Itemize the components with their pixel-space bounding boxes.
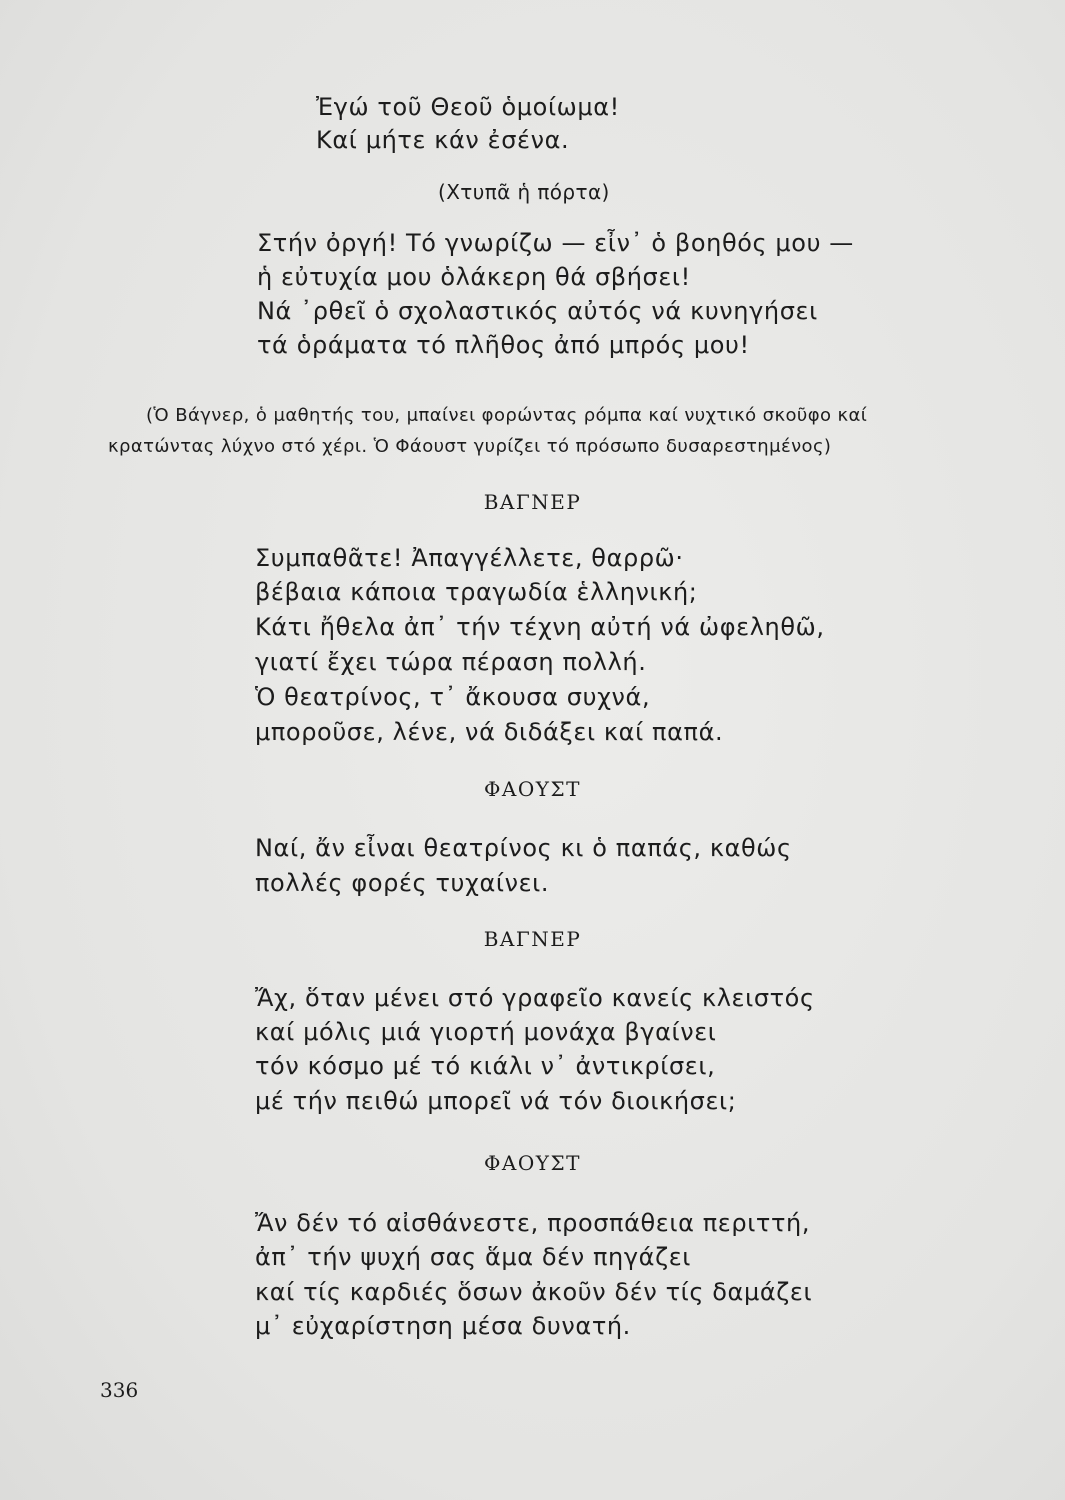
verse-line: Ἄν δέν τό αἰσθάνεστε, προσπάθεια περιττή,: [255, 1209, 811, 1237]
verse-line: βέβαια κάποια τραγωδία ἑλληνική;: [255, 578, 698, 606]
verse-line: γιατί ἔχει τώρα πέραση πολλή.: [255, 648, 647, 676]
verse-line: Ἐγώ τοῦ Θεοῦ ὁμοίωμα!: [316, 93, 620, 121]
speaker-name: ΒΑΓΝΕΡ: [483, 927, 582, 951]
verse-line: Ναί, ἄν εἶναι θεατρίνος κι ὁ παπάς, καθώς: [255, 834, 792, 862]
verse-line: μέ τήν πειθώ μπορεῖ νά τόν διοικήσει;: [255, 1087, 737, 1115]
verse-line: πολλές φορές τυχαίνει.: [255, 869, 550, 897]
verse-line: τόν κόσμο μέ τό κιάλι ν᾽ ἀντικρίσει,: [255, 1052, 716, 1080]
verse-line: Συμπαθᾶτε! Ἀπαγγέλλετε, θαρρῶ·: [255, 544, 684, 572]
speaker-name: ΒΑΓΝΕΡ: [483, 490, 582, 514]
speaker-name: ΦΑΟΥΣΤ: [484, 777, 581, 801]
stage-direction: (Χτυπᾶ ἡ πόρτα): [438, 180, 610, 204]
verse-line: τά ὁράματα τό πλῆθος ἀπό μπρός μου!: [257, 331, 750, 359]
verse-line: Κάτι ἤθελα ἀπ᾽ τήν τέχνη αὐτή νά ὠφεληθῶ,: [255, 613, 825, 641]
page-number: 336: [100, 1378, 139, 1402]
speaker-name: ΦΑΟΥΣΤ: [484, 1151, 581, 1175]
stage-direction: κρατώντας λύχνο στό χέρι. Ὁ Φάουστ γυρίζει τό πρόσωπο δυσαρεστημένος): [108, 436, 832, 457]
verse-line: μποροῦσε, λένε, νά διδάξει καί παπά.: [255, 718, 724, 746]
stage-direction: (Ὁ Βάγνερ, ὁ μαθητής του, μπαίνει φορώντας ρόμπα καί νυχτικό σκοῦφο καί: [146, 405, 868, 426]
verse-line: Ἄχ, ὅταν μένει στό γραφεῖο κανείς κλειστός: [255, 984, 815, 1012]
verse-line: μ᾽ εὐχαρίστηση μέσα δυνατή.: [255, 1312, 631, 1340]
verse-line: ἡ εὐτυχία μου ὁλάκερη θά σβήσει!: [257, 263, 691, 291]
verse-line: Στήν ὀργή! Τό γνωρίζω — εἶν᾽ ὁ βοηθός μου —: [257, 229, 854, 257]
verse-line: ἀπ᾽ τήν ψυχή σας ἅμα δέν πηγάζει: [255, 1243, 692, 1271]
verse-line: Νά ᾽ρθεῖ ὁ σχολαστικός αὐτός νά κυνηγήσει: [257, 297, 818, 325]
verse-line: Καί μήτε κάν ἐσένα.: [316, 126, 570, 154]
verse-line: καί μόλις μιά γιορτή μονάχα βγαίνει: [255, 1018, 717, 1046]
verse-line: Ὁ θεατρίνος, τ᾽ ἄκουσα συχνά,: [255, 683, 651, 711]
verse-line: καί τίς καρδιές ὅσων ἀκοῦν δέν τίς δαμάζει: [255, 1278, 813, 1306]
